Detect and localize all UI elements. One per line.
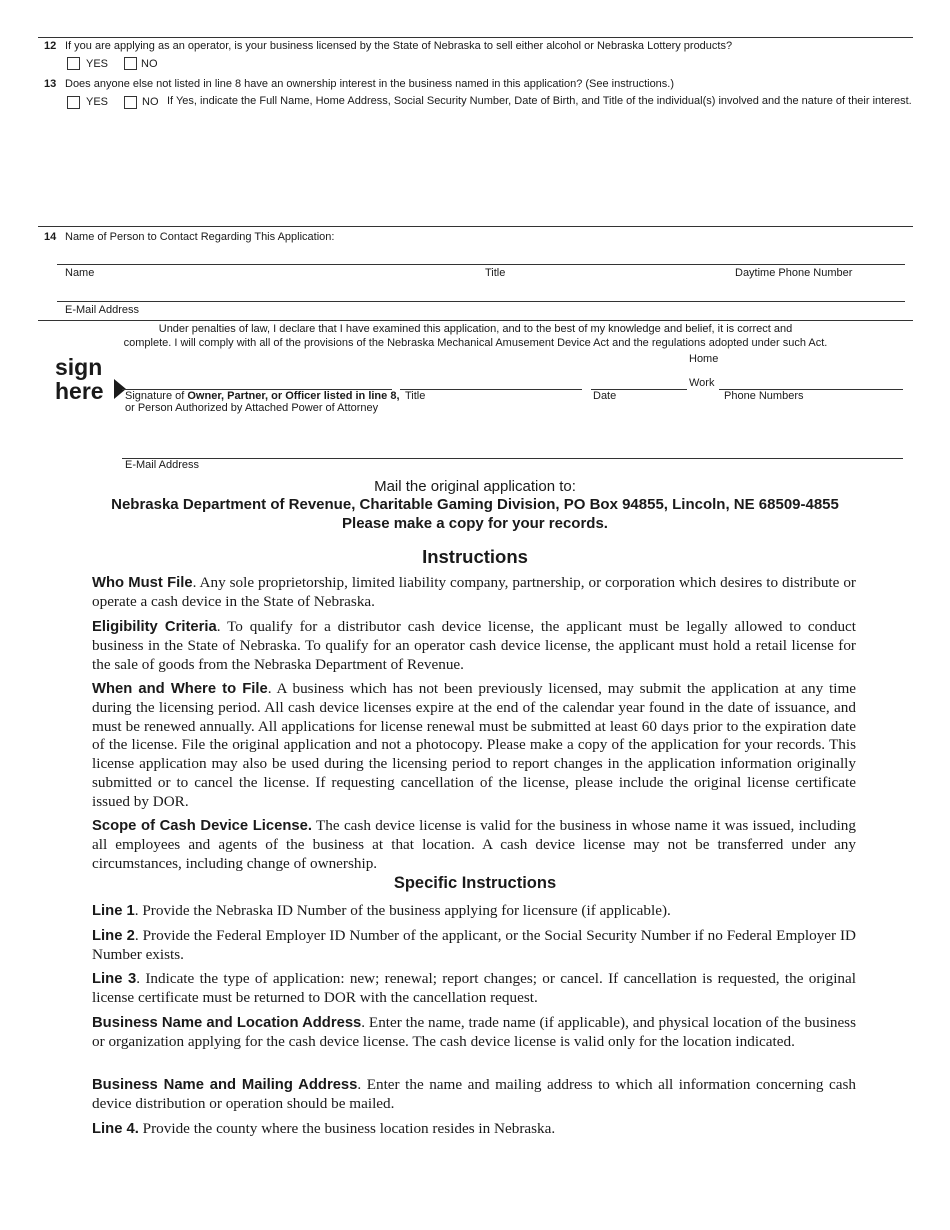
line13-number: 13 xyxy=(44,78,57,90)
specific-heading: Specific Instructions xyxy=(393,874,557,892)
mail-line-1: Mail the original application to: xyxy=(374,478,576,495)
signer-email-field[interactable] xyxy=(122,440,903,458)
contact-name-field[interactable] xyxy=(57,246,905,264)
work-phone-field[interactable] xyxy=(719,374,903,389)
specific-line-1: Line 1. Provide the Nebraska ID Number of the business applying for licensure (if applicable). xyxy=(92,902,671,919)
line13-no-checkbox[interactable] xyxy=(124,96,137,109)
line13-note: If Yes, indicate the Full Name, Home Address, Social Security Number, Date of Birth, and Title of the individual(s) involved and the nature of their interest. xyxy=(167,95,912,107)
line14-number: 14 xyxy=(44,231,57,243)
specific-line-4: Line 4. Provide the county where the business location resides in Nebraska. xyxy=(92,1120,556,1137)
line12-yes-label: YES xyxy=(86,58,109,70)
line13-no-label: NO xyxy=(142,96,159,108)
line13-question: Does anyone else not listed in line 8 have an ownership interest in the business named in this application? (See instructions.) xyxy=(65,78,675,90)
line12-yes-checkbox[interactable] xyxy=(67,57,80,70)
line13-yes-checkbox[interactable] xyxy=(67,96,80,109)
sign-here-label xyxy=(55,355,104,403)
line12-question: If you are applying as an operator, is your business licensed by the State of Nebraska to sell either alcohol or Nebraska Lottery products? xyxy=(65,40,733,52)
contact-name-rule xyxy=(57,264,905,265)
line14-label: Name of Person to Contact Regarding This Application: xyxy=(65,231,335,243)
instructions-heading: Instructions xyxy=(422,546,528,567)
signer-email-rule xyxy=(122,458,903,459)
sign-date-label: Date xyxy=(593,390,617,402)
specific-line-3: Line 3. Indicate the type of application: new; renewal; report changes; or cancel. If cancellation is requested, the original license certificate must be returned to DOR with the cancellation request. xyxy=(92,970,856,1006)
sign-date-field[interactable] xyxy=(591,358,687,389)
declaration-line-2: complete. I will comply with all of the provisions of the Nebraska Mechanical Amusement Device Act and the regulations adopted under such Act. xyxy=(123,337,828,349)
eligibility-criteria: Eligibility Criteria. To qualify for a distributor cash device license, the applicant must be legally allowed to conduct business in the State of Nebraska. To qualify for an operator cash device license, the applicant must hold a retail license for the sale of goods from the Nebraska Department of Revenue. xyxy=(92,618,856,673)
line13-details-area[interactable] xyxy=(55,112,905,222)
when-and-where: When and Where to File. A business which has not been previously licensed, may submit the application at any time during the licensing period. All cash device licenses expire at the end of the calendar year found in the date of issuance, and must be renewed annually. All applications for license renewal must be submitted at least 60 days prior to the expiration date of the license. File the original application and not a photocopy. Please make a copy of the application for your records. This license application may also be used during the licensing period to report changes in the application information originally submitted or to cancel the license. If requesting cancellation of the license, please include the original license certificate issued by DOR. xyxy=(92,680,856,810)
business-location-address: Business Name and Location Address. Enter the name, trade name (if applicable), and physical location of the business or organization applying for the cash device license. The cash device license is valid only for the location indicated. xyxy=(92,1014,857,1050)
mail-copy-note: Please make a copy for your records. xyxy=(342,515,608,532)
signature-caption-line-2: or Person Authorized by Attached Power of Attorney xyxy=(125,402,379,414)
contact-email-rule xyxy=(57,301,905,302)
who-must-file: Who Must File. Any sole proprietorship, limited liability company, partnership, or corporation which desires to distribute or operate a cash device in the State of Nebraska. xyxy=(92,574,856,610)
signature-field[interactable] xyxy=(122,358,392,389)
line12-no-checkbox[interactable] xyxy=(124,57,137,70)
line13-yes-label: YES xyxy=(86,96,109,108)
signature-caption: Signature of Owner, Partner, or Officer listed in line 8, xyxy=(125,390,400,402)
home-phone-label: Home xyxy=(689,353,719,365)
home-phone-field[interactable] xyxy=(719,358,903,370)
top-rule xyxy=(38,37,913,38)
scope-of-license: Scope of Cash Device License. The cash device license is valid for the business in whose name it was issued, including all employees and agents of the business at that location. A cash device license may not be transferred under any circumstances, including change of ownership. xyxy=(92,817,856,872)
declaration-line-1: Under penalties of law, I declare that I have examined this application, and to the best of my knowledge and belief, it is correct and xyxy=(158,323,793,335)
line12-number: 12 xyxy=(44,40,57,52)
declaration-top-rule xyxy=(38,320,913,321)
line12-no-label: NO xyxy=(141,58,158,70)
contact-title-label: Title xyxy=(485,267,506,279)
work-phone-label: Work xyxy=(689,377,715,389)
mail-address: Nebraska Department of Revenue, Charitable Gaming Division, PO Box 94855, Lincoln, NE 68509-4855 xyxy=(111,496,839,513)
sign-title-field[interactable] xyxy=(400,358,582,389)
contact-name-label: Name xyxy=(65,267,95,279)
contact-email-field[interactable] xyxy=(57,284,905,301)
signer-email-label: E-Mail Address xyxy=(125,459,199,471)
specific-line-2: Line 2. Provide the Federal Employer ID Number of the applicant, or the Social Security Number if no Federal Employer ID Number exists. xyxy=(92,927,857,963)
business-mailing-address: Business Name and Mailing Address. Enter the name and mailing address to which all information concerning cash device distribution or operation should be mailed. xyxy=(92,1076,856,1112)
sign-title-rule xyxy=(400,389,582,390)
phone-numbers-label: Phone Numbers xyxy=(724,390,804,402)
here-word: here xyxy=(55,378,104,404)
contact-email-label: E-Mail Address xyxy=(65,304,139,316)
line14-top-rule xyxy=(38,226,913,227)
sign-title-label: Title xyxy=(405,390,426,402)
sign-word: sign xyxy=(55,354,103,380)
contact-phone-label: Daytime Phone Number xyxy=(735,267,853,279)
